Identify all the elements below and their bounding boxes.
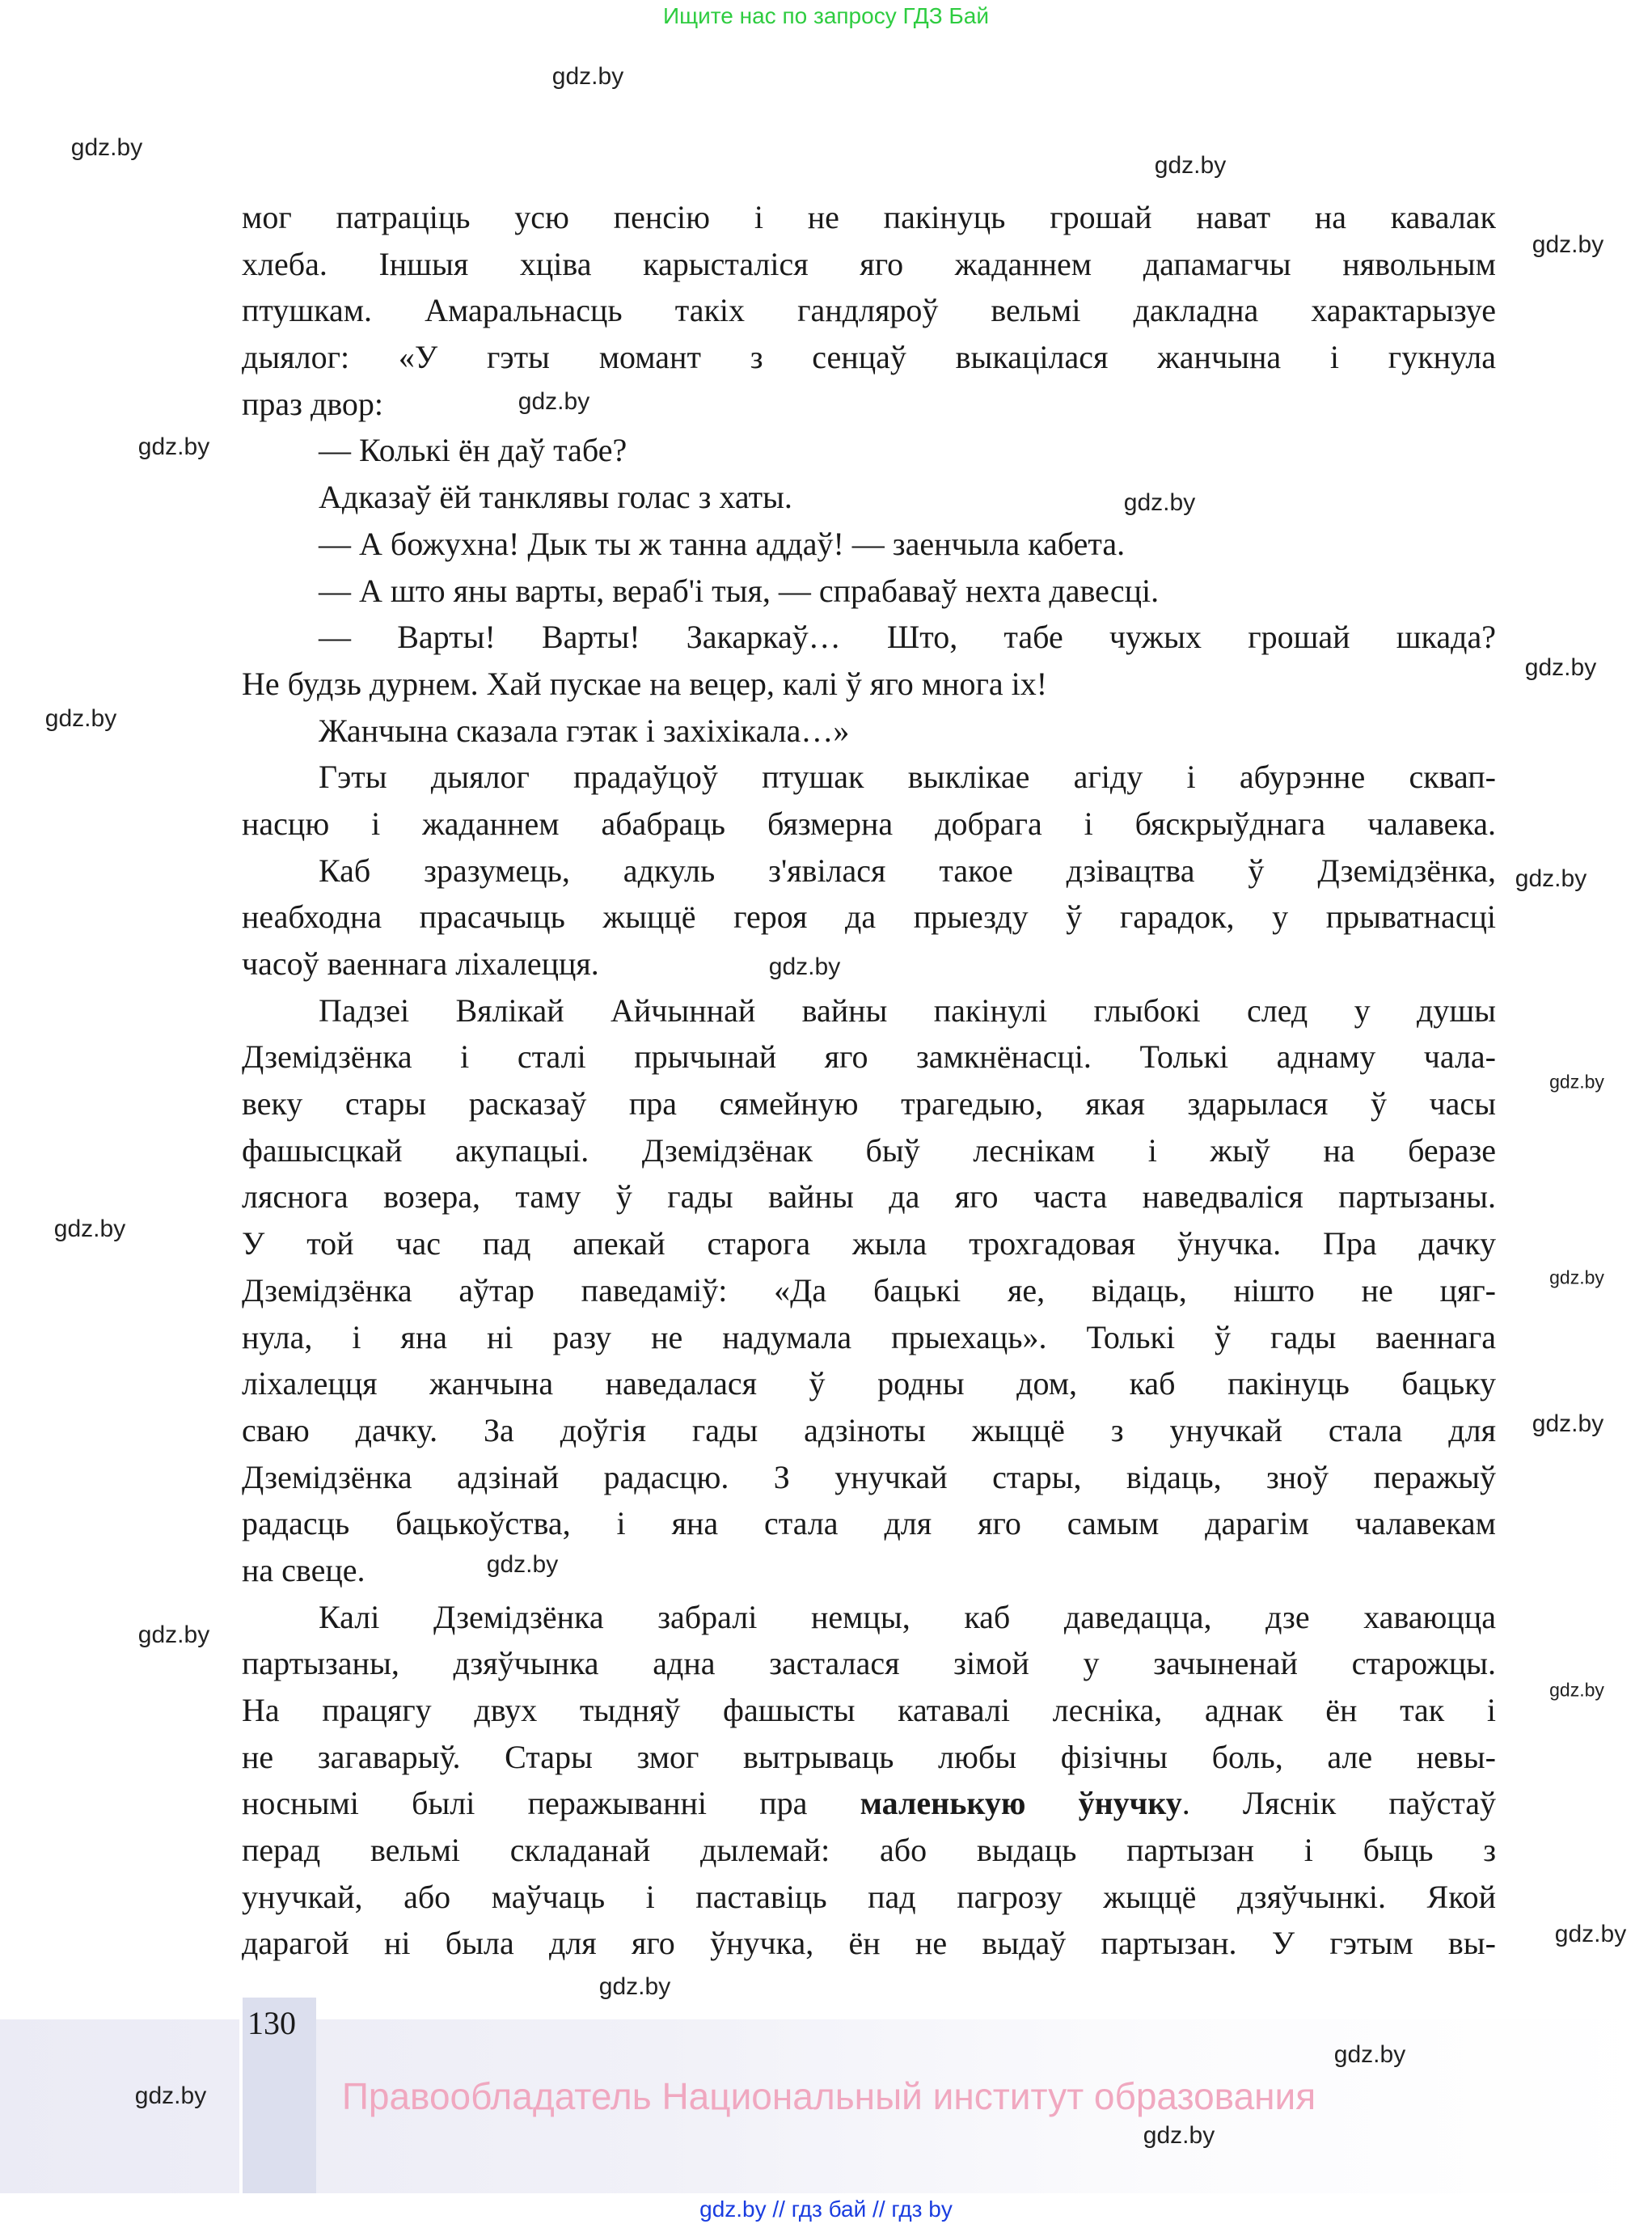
text-line: унучкай, або маўчаць і паставіць пад пагрозу жыццё дзяўчынкі. Якой (242, 1878, 1496, 1915)
text-line: хлеба. Іншыя хціва карысталіся яго жаданнем дапамагчы нявольным (242, 245, 1496, 282)
watermark: gdz.by (44, 705, 117, 732)
text-line: Дземідзёнка і сталі прычынай яго замкнёнасці. Толькі аднаму чала- (242, 1038, 1496, 1076)
watermark: gdz.by (1549, 1679, 1604, 1701)
text-line: Не будзь дурнем. Хай пускае на вецер, калі ў яго многа іх! (242, 665, 1048, 702)
text-line: птушкам. Амаральнасць такіх гандляроў вельмі дакладна характарызуе (242, 292, 1496, 329)
text-line: Каб зразумець, адкуль з'явілася такое дзівацтва ў Дземідзёнка, (319, 852, 1496, 889)
watermark: gdz.by (551, 63, 624, 90)
watermark: gdz.by (134, 2082, 207, 2109)
watermark: gdz.by (1143, 2122, 1215, 2149)
text-line: — А божухна! Дык ты ж танна аддаў! — заенчыла кабета. (319, 525, 1126, 562)
text-line: На працягу двух тыдняў фашысты катавалі лесніка, аднак ён так і (242, 1692, 1496, 1728)
watermark: gdz.by (1524, 654, 1597, 681)
text-line: сваю дачку. За доўгія гады адзіноты жыццё з унучкай стала для (242, 1411, 1496, 1448)
text-line: Жанчына сказала гэтак і захіхікала…» (319, 712, 850, 749)
search-hint: Ищите нас по запросу ГДЗ Бай (662, 3, 990, 28)
text-line: фашысцкай акупацыі. Дземідзёнак быў леснікам і жыў на беразе (242, 1131, 1496, 1169)
watermark: gdz.by (137, 1621, 210, 1648)
article-body (242, 194, 1496, 1967)
watermark: gdz.by (70, 134, 143, 161)
watermark: gdz.by (1515, 865, 1587, 892)
text-line: часоў ваеннага ліхалецця. (242, 945, 599, 982)
text-line: нула, і яна ні разу не надумала прыехаць». Толькі ў гады ваеннага (242, 1318, 1496, 1355)
watermark: gdz.by (1549, 1071, 1604, 1093)
watermark: gdz.by (598, 1973, 671, 2000)
text-line: мог патраціць усю пенсію і не пакінуць грошай нават на кавалак (242, 199, 1496, 235)
watermark: gdz.by (1154, 152, 1227, 179)
page-number: 130 (247, 2005, 296, 2041)
text-line: Гэты дыялог прадаўцоў птушак выклікае агіду і абурэнне сквап- (319, 759, 1496, 796)
copyright-notice: Правообладатель Национальный институт образования (341, 2075, 1316, 2117)
text-line: Адказаў ёй танклявы голас з хаты. (319, 479, 792, 516)
watermark: gdz.by (486, 1551, 559, 1578)
text-line: партызаны, дзяўчынка адна засталася зімой у зачыненай старожцы. (242, 1645, 1496, 1682)
watermark: gdz.by (518, 388, 590, 415)
watermark: gdz.by (137, 433, 210, 460)
text-line: У той час пад апекай старога жыла трохгадовая ўнучка. Пра дачку (242, 1225, 1496, 1262)
text-line: Падзеі Вялікай Айчыннай вайны пакінулі глыбокі след у душы (319, 991, 1496, 1029)
text-line: радасць бацькоўства, і яна стала для яго самым дарагім чалавекам (242, 1505, 1496, 1542)
bottom-links[interactable]: gdz.by // гдз бай // гдз by (699, 2197, 953, 2222)
text-line: дыялог: «У гэты момант з сенцаў выкацілася жанчына і гукнула (242, 339, 1496, 376)
text-line: Дземідзёнка аўтар паведаміў: «Да бацькі яе, відаць, нішто не цяг- (242, 1271, 1496, 1309)
text-line: Калі Дземідзёнка забралі немцы, каб даведацца, дзе хаваюцца (319, 1598, 1496, 1635)
watermark: gdz.by (1532, 231, 1604, 258)
text-line: насцю і жаданнем абабраць бязмерна добрага і бяскрыўднага чалавека. (242, 805, 1496, 842)
text-line: дарагой ні была для яго ўнучка, ён не выдаў партызан. У гэтым вы- (242, 1925, 1496, 1962)
text-line: Дземідзёнка адзінай радасцю. З унучкай стары, відаць, зноў перажыў (242, 1458, 1496, 1495)
text-line: — Варты! Варты! Закаркаў… Што, табе чужых грошай шкада? (319, 619, 1496, 656)
text-line: праз двор: (242, 385, 384, 422)
text-line: неабходна прасачыць жыццё героя да прыезду ў гарадок, у прыватнасці (242, 898, 1496, 936)
text-line: ліхалецця жанчына наведалася ў родны дом, каб пакінуць бацьку (242, 1365, 1496, 1402)
text-line: перад вельмі складанай дылемай: або выдаць партызан і быць з (242, 1832, 1496, 1869)
watermark: gdz.by (1554, 1921, 1627, 1947)
text-line: не загаварыў. Стары змог вытрываць любы фізічны боль, але невы- (242, 1738, 1496, 1775)
watermark: gdz.by (1532, 1410, 1604, 1437)
text-line: веку стары расказаў пра сямейную трагедыю, якая здарылася ў часы (242, 1085, 1496, 1123)
watermark: gdz.by (1333, 2041, 1406, 2068)
text-line: — Колькі ён даў табе? (319, 432, 627, 469)
watermark: gdz.by (1549, 1266, 1604, 1288)
text-line: ляснога возера, таму ў гады вайны да яго часта наведваліся партызаны. (242, 1178, 1496, 1216)
watermark: gdz.by (768, 953, 841, 980)
watermark: gdz.by (53, 1216, 126, 1242)
text-line: носнымі былі перажыванні пра маленькую ўнучку. Ляснік паўстаў (242, 1785, 1496, 1822)
text-line: на свеце. (242, 1551, 365, 1588)
watermark: gdz.by (1123, 489, 1196, 516)
bold-phrase: маленькую ўнучку (860, 1785, 1182, 1822)
text-line: — А што яны варты, вераб'і тыя, — спрабаваў нехта давесці. (319, 572, 1160, 609)
